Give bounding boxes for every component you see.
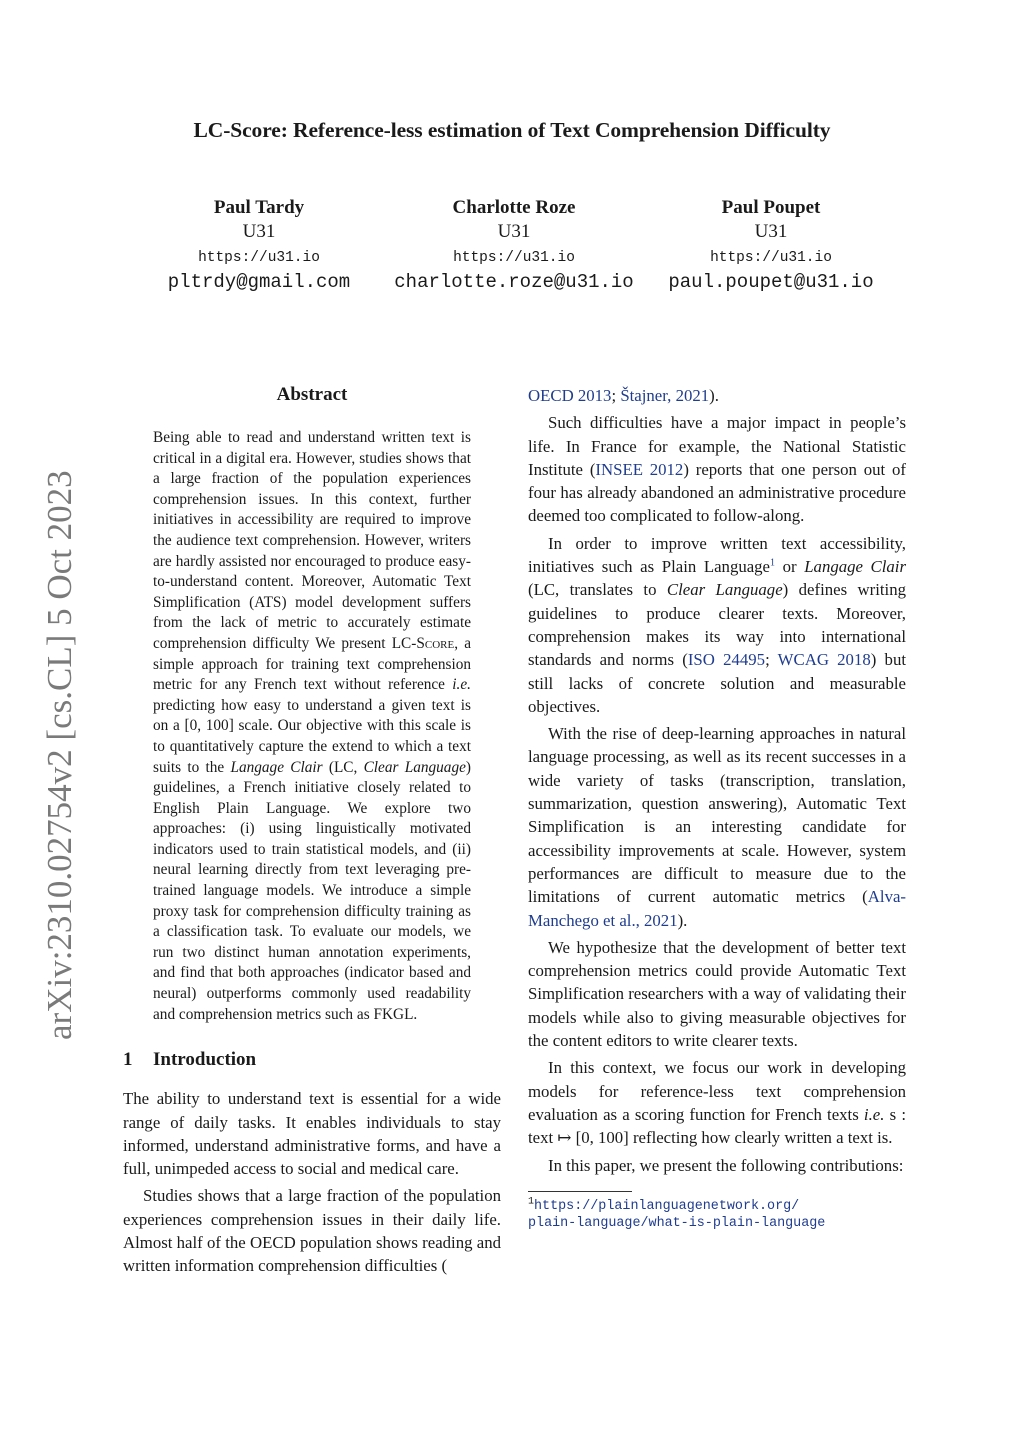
author-email[interactable]: paul.poupet@u31.io xyxy=(668,271,874,293)
section-title: Introduction xyxy=(153,1049,257,1071)
intro-paragraph: In this paper, we present the following contributions: xyxy=(548,1155,904,1175)
author-block xyxy=(621,196,921,294)
author-url[interactable]: https://u31.io xyxy=(198,250,320,266)
author-email[interactable]: pltrdy@gmail.com xyxy=(167,271,351,293)
section-number: 1 xyxy=(123,1049,133,1071)
author-url[interactable]: https://u31.io xyxy=(453,250,575,266)
intro-paragraph: With the rise of deep-learning approaches in natural language processing, as well as its recent successes in a wide variety of tasks (transcription, translation, summarization, question answering), Automatic Text Simplification is an interesting candidate for accessibility improvements at scale. However, system performances are difficult to measure due to the limitations of current automatic metrics (Alva-Manchego et al., 2021). xyxy=(528,724,906,930)
intro-paragraph: In order to improve written text accessibility, initiatives such as Plain Language$^1$ or Langage Clair (LC, translates to Clear Language) defines writing guidelines to produce clearer texts. Moreover, comprehension makes its way into international standards and norms (ISO 24495; WCAG 2018) but still lacks of concrete solution and measurable objectives. xyxy=(528,533,907,716)
intro-paragraph-continued: OECD 2013; Štajner, 2021). xyxy=(528,386,719,405)
footnote-divider xyxy=(528,1191,632,1192)
arxiv-identifier: arXiv:2310.02754v2 [cs.CL] 5 Oct 2023 xyxy=(40,470,79,1040)
author-affiliation: U31 xyxy=(242,221,276,242)
author-name: Paul Tardy xyxy=(213,197,305,218)
author-block xyxy=(364,196,664,294)
footnote-marker[interactable]: 1 xyxy=(770,557,776,569)
author-name: Charlotte Roze xyxy=(452,197,576,218)
right-column xyxy=(528,384,906,1232)
author-url[interactable]: https://u31.io xyxy=(710,250,832,266)
footnote[interactable]: $^1$https://plainlanguagenetwork.org/ plain-language/what-is-plain-language xyxy=(528,1196,826,1231)
citation-link[interactable]: Štajner, 2021 xyxy=(620,386,710,405)
author-affiliation: U31 xyxy=(497,221,531,242)
scoring-formula: s : text ↦ [0, 100] xyxy=(528,1104,906,1148)
section-heading xyxy=(123,1049,501,1071)
left-column xyxy=(123,384,501,1278)
citation-link[interactable]: OECD 2013 xyxy=(528,386,612,405)
abstract-text: Being able to read and understand written text is critical in a digital era. However, studies shows that a large fraction of the population experiences comprehension issues. In this context, further initiatives in accessibility are required to improve the audience text comprehension. However, writers are hardly assisted nor encouraged to produce easy-to-understand content. Moreover, Automatic Text Simplification (ATS) model development suffers from the lack of metric to accurately estimate comprehension difficulty We present LC-Score, a simple approach for training text comprehension metric for any French text without reference i.e. predicting how easy to understand a given text is on a [0, 100] scale. Our objective with this scale is to quantitatively capture the extend to which a text suits to the Langage Clair (LC, Clear Language) guidelines, a French initiative closely related to English Plain Language. We explore two approaches: (i) using linguistically motivated indicators used to train statistical models, and (ii) neural learning directly from text leveraging pre-trained language models. We introduce a simple proxy task for comprehension difficulty training as a classification task. To evaluate our models, we run two distinct human annotation experiments, and find that both approaches (indicator based and neural) outperforms commonly used readability and comprehension metrics such as FKGL. xyxy=(153,429,472,1023)
author-affiliation: U31 xyxy=(754,221,788,242)
citation-link[interactable]: INSEE 2012 xyxy=(595,459,684,479)
paper-title: LC-Score: Reference-less estimation of Text Comprehension Difficulty xyxy=(193,118,831,142)
author-name: Paul Poupet xyxy=(721,197,821,218)
citation-link[interactable]: ISO 24495 xyxy=(687,650,766,670)
intro-paragraph: We hypothesize that the development of better text comprehension metrics could provide Automatic Text Simplification researchers with a way of validating their models while also to giving measurable objectives for the content editors to write clearer texts. xyxy=(528,937,906,1051)
intro-paragraph: In this context, we focus our work in developing models for reference-less text comprehension evaluation as a scoring function for French texts i.e. s : text ↦ [0, 100] reflecting how clearly written a text is. xyxy=(528,1058,906,1148)
intro-paragraph: Such difficulties have a major impact in people’s life. In France for example, the National Statistic Institute (INSEE 2012) reports that one person out of four has already abandoned an administrative procedure deemed too complicated to follow-along. xyxy=(528,413,906,526)
intro-paragraph: Studies shows that a large fraction of the population experiences comprehension issues in their daily life. Almost half of the OECD population shows reading and written information comprehension difficulties ( xyxy=(123,1186,501,1276)
intro-paragraph: The ability to understand text is essential for a wide range of daily tasks. It enables individuals to stay informed, understand administrative forms, and have a full, unimpeded access to social and medical care. xyxy=(123,1089,501,1179)
citation-link[interactable]: WCAG 2018 xyxy=(777,650,871,670)
abstract-heading: Abstract xyxy=(276,384,348,405)
author-email[interactable]: charlotte.roze@u31.io xyxy=(394,271,634,293)
citation-link[interactable]: Alva-Manchego et al., 2021 xyxy=(528,887,906,930)
